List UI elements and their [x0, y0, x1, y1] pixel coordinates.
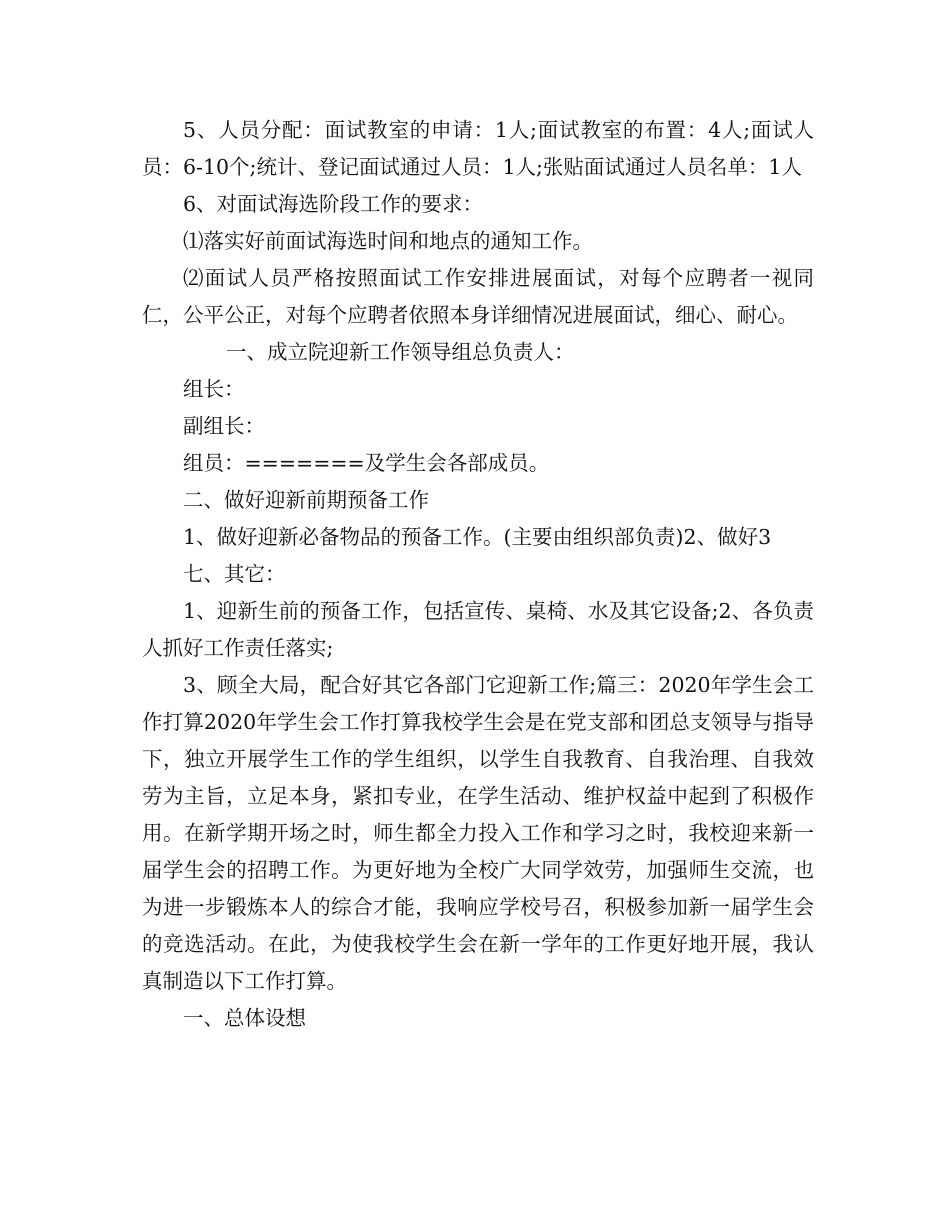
paragraph-group-members: 组员：=======及学生会各部成员。: [183, 451, 550, 475]
document-body: [142, 112, 814, 1037]
section-heading-overall-plan: 一、总体设想: [183, 1006, 306, 1030]
paragraph-group-leader: 组长：: [183, 377, 245, 401]
section-heading-preparation: 二、做好迎新前期预备工作: [183, 488, 429, 512]
section-heading-leadership-group: 一、成立院迎新工作领导组总负责人：: [226, 340, 575, 364]
paragraph-other-1: 1、迎新生前的预备工作，包括宣传、桌椅、水及其它设备;2、各负责人抓好工作责任落实;: [142, 599, 814, 660]
paragraph-requirement-2: ⑵面试人员严格按照面试工作安排进展面试，对每个应聘者一视同仁，公平公正，对每个应聘者依照本身详细情况进展面试，细心、耐心。: [142, 266, 814, 327]
paragraph-preparation-items: 1、做好迎新必备物品的预备工作。(主要由组织部负责)2、做好3: [183, 525, 772, 549]
paragraph-staff-allocation: 5、人员分配：面试教室的申请：1人;面试教室的布置：4人;面试人员：6-10个;统计、登记面试通过人员：1人;张贴面试通过人员名单：1人: [142, 118, 814, 179]
paragraph-interview-requirements: 6、对面试海选阶段工作的要求：: [183, 192, 484, 216]
section-heading-other: 七、其它：: [183, 562, 286, 586]
paragraph-deputy-leader: 副组长：: [183, 414, 265, 438]
paragraph-requirement-1: ⑴落实好前面试海选时间和地点的通知工作。: [183, 229, 593, 253]
paragraph-other-3: 3、顾全大局，配合好其它各部门它迎新工作;篇三：2020年学生会工作打算2020年学生会工作打算我校学生会是在党支部和团总支领导与指导下，独立开展学生工作的学生组织，以学生自我教育、自我治理、自我效劳为主旨，立足本身，紧扣专业，在学生活动、维护权益中起到了积极作用。在新学期开场之时，师生都全力投入工作和学习之时，我校迎来新一届学生会的招聘工作。为更好地为全校广大同学效劳，加强师生交流，也为进一步锻炼本人的综合才能，我响应学校号召，积极参加新一届学生会的竞选活动。在此，为使我校学生会在新一学年的工作更好地开展，我认真制造以下工作打算。: [142, 673, 814, 993]
